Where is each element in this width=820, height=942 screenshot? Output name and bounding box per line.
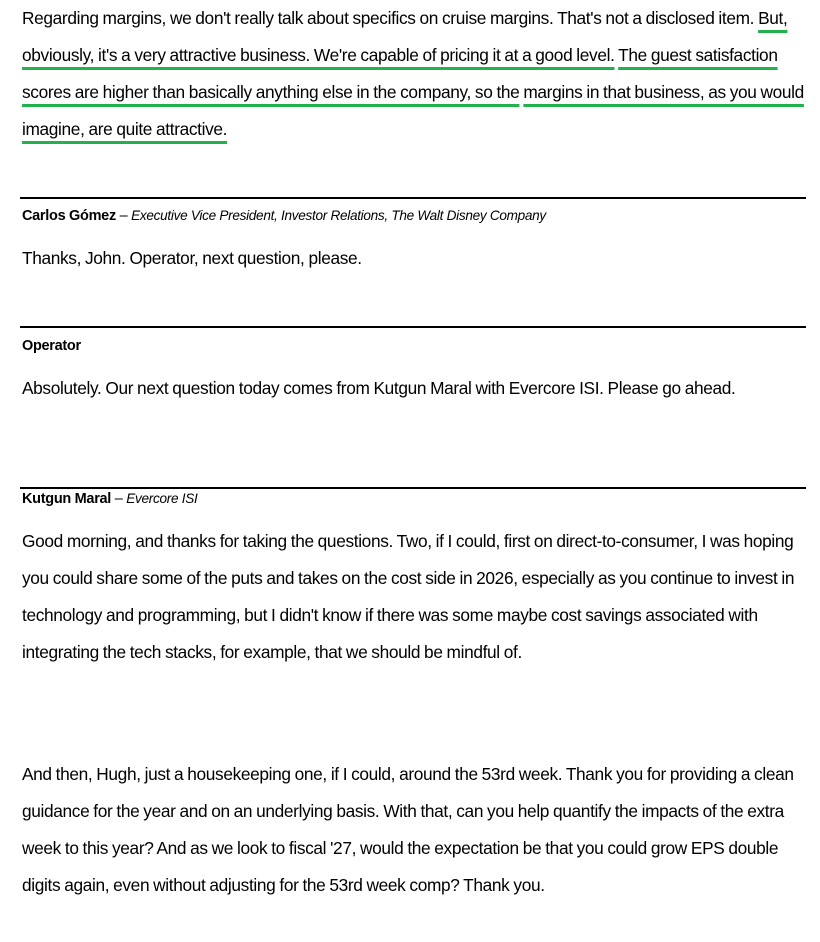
speaker-separator: – — [111, 491, 127, 507]
section-divider — [20, 326, 806, 328]
speaker-remarks — [22, 240, 808, 277]
speaker-header — [22, 338, 81, 354]
speaker-remarks — [22, 523, 808, 671]
answer-paragraph — [22, 0, 808, 148]
remarks-paragraph: And then, Hugh, just a housekeeping one, if I could, around the 53rd week. Thank you for providing a clean guidance for the year and on an underlying basis. With that, can you help quantify the impacts of the extra week to this year? And as we look to fiscal '27, would the expectation be that you could grow EPS double digits again, even without adjusting for the 53rd week comp? Thank you. — [22, 764, 794, 895]
speaker-header — [22, 491, 197, 507]
speaker-name: Kutgun Maral — [22, 491, 112, 507]
speaker-remarks-continued — [22, 756, 808, 904]
answer-text — [22, 0, 808, 148]
speaker-title: Executive Vice President, Investor Relations, The Walt Disney Company — [131, 208, 546, 223]
highlighted-text-line-1: But, obviously, it's a very attractive business. We're capable of pricing it at a good level. — [22, 8, 788, 65]
speaker-name: Carlos Gómez — [22, 208, 116, 224]
speaker-title: Evercore ISI — [126, 491, 198, 506]
speaker-remarks — [22, 370, 808, 407]
remarks-paragraph: Absolutely. Our next question today comes from Kutgun Maral with Evercore ISI. Please go ahead. — [22, 378, 736, 398]
speaker-name: Operator — [22, 338, 81, 354]
remarks-paragraph: Good morning, and thanks for taking the questions. Two, if I could, first on direct-to-consumer, I was hoping you could share some of the puts and takes on the cost side in 2026, especially as you continue to invest in technology and programming, but I didn't know if there was some maybe cost savings associated with integrating the tech stacks, for example, that we should be mindful of. — [22, 531, 795, 662]
section-divider — [20, 487, 806, 489]
highlighted-text-line-3: margins in that business, as you would imagine, are quite attractive. — [22, 82, 804, 139]
section-divider — [20, 197, 806, 199]
remarks-paragraph: Thanks, John. Operator, next question, please. — [22, 248, 362, 268]
highlighted-text-line-2: The guest satisfaction scores are higher than basically anything else in the company, so the — [22, 45, 778, 102]
speaker-separator: – — [115, 208, 132, 224]
speaker-header — [22, 208, 546, 224]
answer-plain-text: Regarding margins, we don't really talk about specifics on cruise margins. That's not a disclosed item. — [22, 8, 759, 28]
